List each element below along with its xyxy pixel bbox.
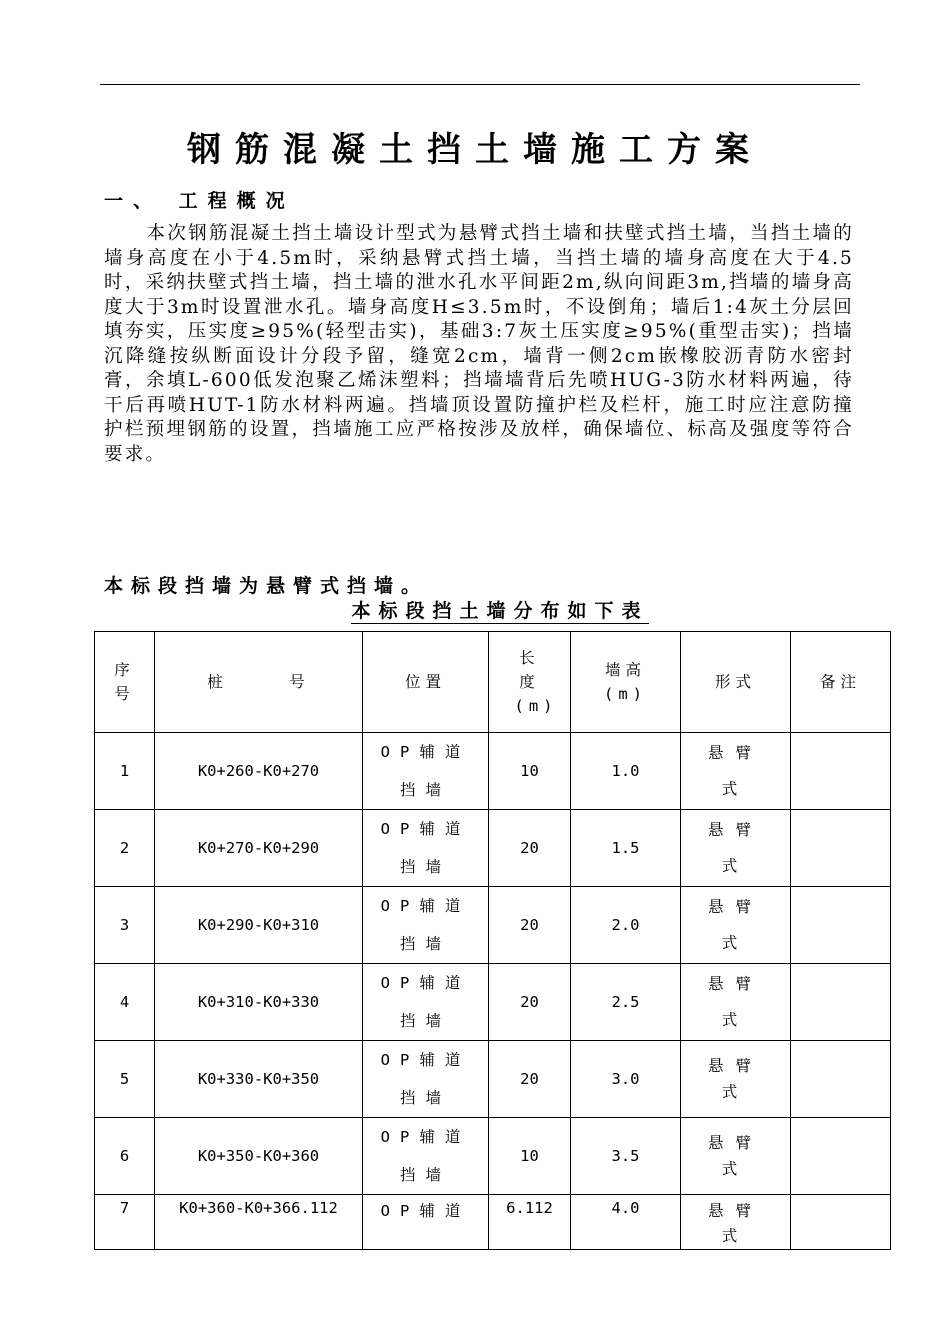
header-form: 形式 [681,632,791,733]
header-station: 桩 号 [155,632,363,733]
cell-remark [791,810,891,887]
cell-station: K0+290-K0+310 [155,887,363,964]
table-row [95,964,891,1041]
overview-paragraph: 本次钢筋混凝土挡土墙设计型式为悬臂式挡土墙和扶壁式挡土墙，当挡土墙的墙身高度在小于4.5m时，采纳悬臂式挡土墙，当挡土墙的墙身高度在大于4.5时，采纳扶壁式挡土墙，挡土墙的泄水孔水平间距2m,纵向间距3m,挡墙的墙身高度大于3m时设置泄水孔。墙身高度H≤3.5m时，不设倒角；墙后1:4灰土分层回填夯实，压实度≥95%(轻型击实)，基础3:7灰土压实度≥95%(重型击实)；挡墙沉降缝按纵断面设计分段予留，缝宽2cm，墙背一侧2cm嵌橡胶沥青防水密封膏，余填L-600低发泡聚乙烯沫塑料；挡墙墙背后先喷HUG-3防水材料两遍，待干后再喷HUT-1防水材料两遍。挡墙顶设置防撞护栏及栏杆，施工时应注意防撞护栏预埋钢筋的设置，挡墙施工应严格按涉及放样，确保墙位、标高及强度等符合要求。 [104,223,854,465]
cell-station: K0+260-K0+270 [155,733,363,810]
cell-location: OP辅道 挡墙 [363,964,489,1041]
cell-length: 20 [489,887,571,964]
cell-height: 3.0 [571,1041,681,1118]
cell-location: OP辅道 [363,1195,489,1250]
table-row [95,887,891,964]
cell-remark [791,887,891,964]
cell-seq: 4 [95,964,155,1041]
cell-location: OP辅道 挡墙 [363,1041,489,1118]
cell-station: K0+330-K0+350 [155,1041,363,1118]
cell-seq: 5 [95,1041,155,1118]
cell-form: 悬臂 式 [681,1195,791,1250]
header-length: 长度(m) [489,632,571,733]
cell-location: OP辅道 挡墙 [363,733,489,810]
cell-location: OP辅道 挡墙 [363,1118,489,1195]
cell-station: K0+270-K0+290 [155,810,363,887]
emphasis-line: 本标段挡墙为悬臂式挡墙。 [104,575,429,597]
table-row [95,1041,891,1118]
table-row [95,733,891,810]
cell-seq: 1 [95,733,155,810]
cell-form: 悬臂 式 [681,1041,791,1118]
cell-station: K0+350-K0+360 [155,1118,363,1195]
cell-remark [791,1041,891,1118]
cell-remark [791,733,891,810]
cell-remark [791,1118,891,1195]
cell-length: 20 [489,810,571,887]
cell-remark [791,1195,891,1250]
cell-length: 20 [489,964,571,1041]
cell-location: OP辅道 挡墙 [363,810,489,887]
table-row [95,1195,891,1250]
cell-height: 1.0 [571,733,681,810]
cell-height: 2.0 [571,887,681,964]
cell-height: 2.5 [571,964,681,1041]
cell-length: 20 [489,1041,571,1118]
header-height: 墙高(m) [571,632,681,733]
table-caption-text: 本标段挡土墙分布如下表 [351,600,649,622]
header-location: 位置 [363,632,489,733]
header-seq: 序号 [95,632,155,733]
cell-station: K0+310-K0+330 [155,964,363,1041]
cell-length: 6.112 [489,1195,571,1250]
cell-form: 悬臂 式 [681,810,791,887]
cell-seq: 6 [95,1118,155,1195]
cell-length: 10 [489,733,571,810]
cell-height: 3.5 [571,1118,681,1195]
cell-location: OP辅道 挡墙 [363,887,489,964]
table-row [95,1118,891,1195]
section-heading: 一、 工程概况 [104,190,295,212]
cell-seq: 2 [95,810,155,887]
cell-station: K0+360-K0+366.112 [155,1195,363,1250]
cell-height: 4.0 [571,1195,681,1250]
cell-form: 悬臂 式 [681,887,791,964]
table-header-row [95,632,891,733]
header-remark: 备注 [791,632,891,733]
table-row [95,810,891,887]
cell-remark [791,964,891,1041]
cell-form: 悬臂 式 [681,1118,791,1195]
header-rule [100,84,860,85]
document-title: 钢筋混凝土挡土墙施工方案 [187,130,763,170]
table-caption [0,596,950,623]
cell-seq: 3 [95,887,155,964]
cell-form: 悬臂 式 [681,964,791,1041]
cell-height: 1.5 [571,810,681,887]
cell-form: 悬臂 式 [681,733,791,810]
retaining-wall-table [94,631,891,1250]
cell-seq: 7 [95,1195,155,1250]
cell-length: 10 [489,1118,571,1195]
